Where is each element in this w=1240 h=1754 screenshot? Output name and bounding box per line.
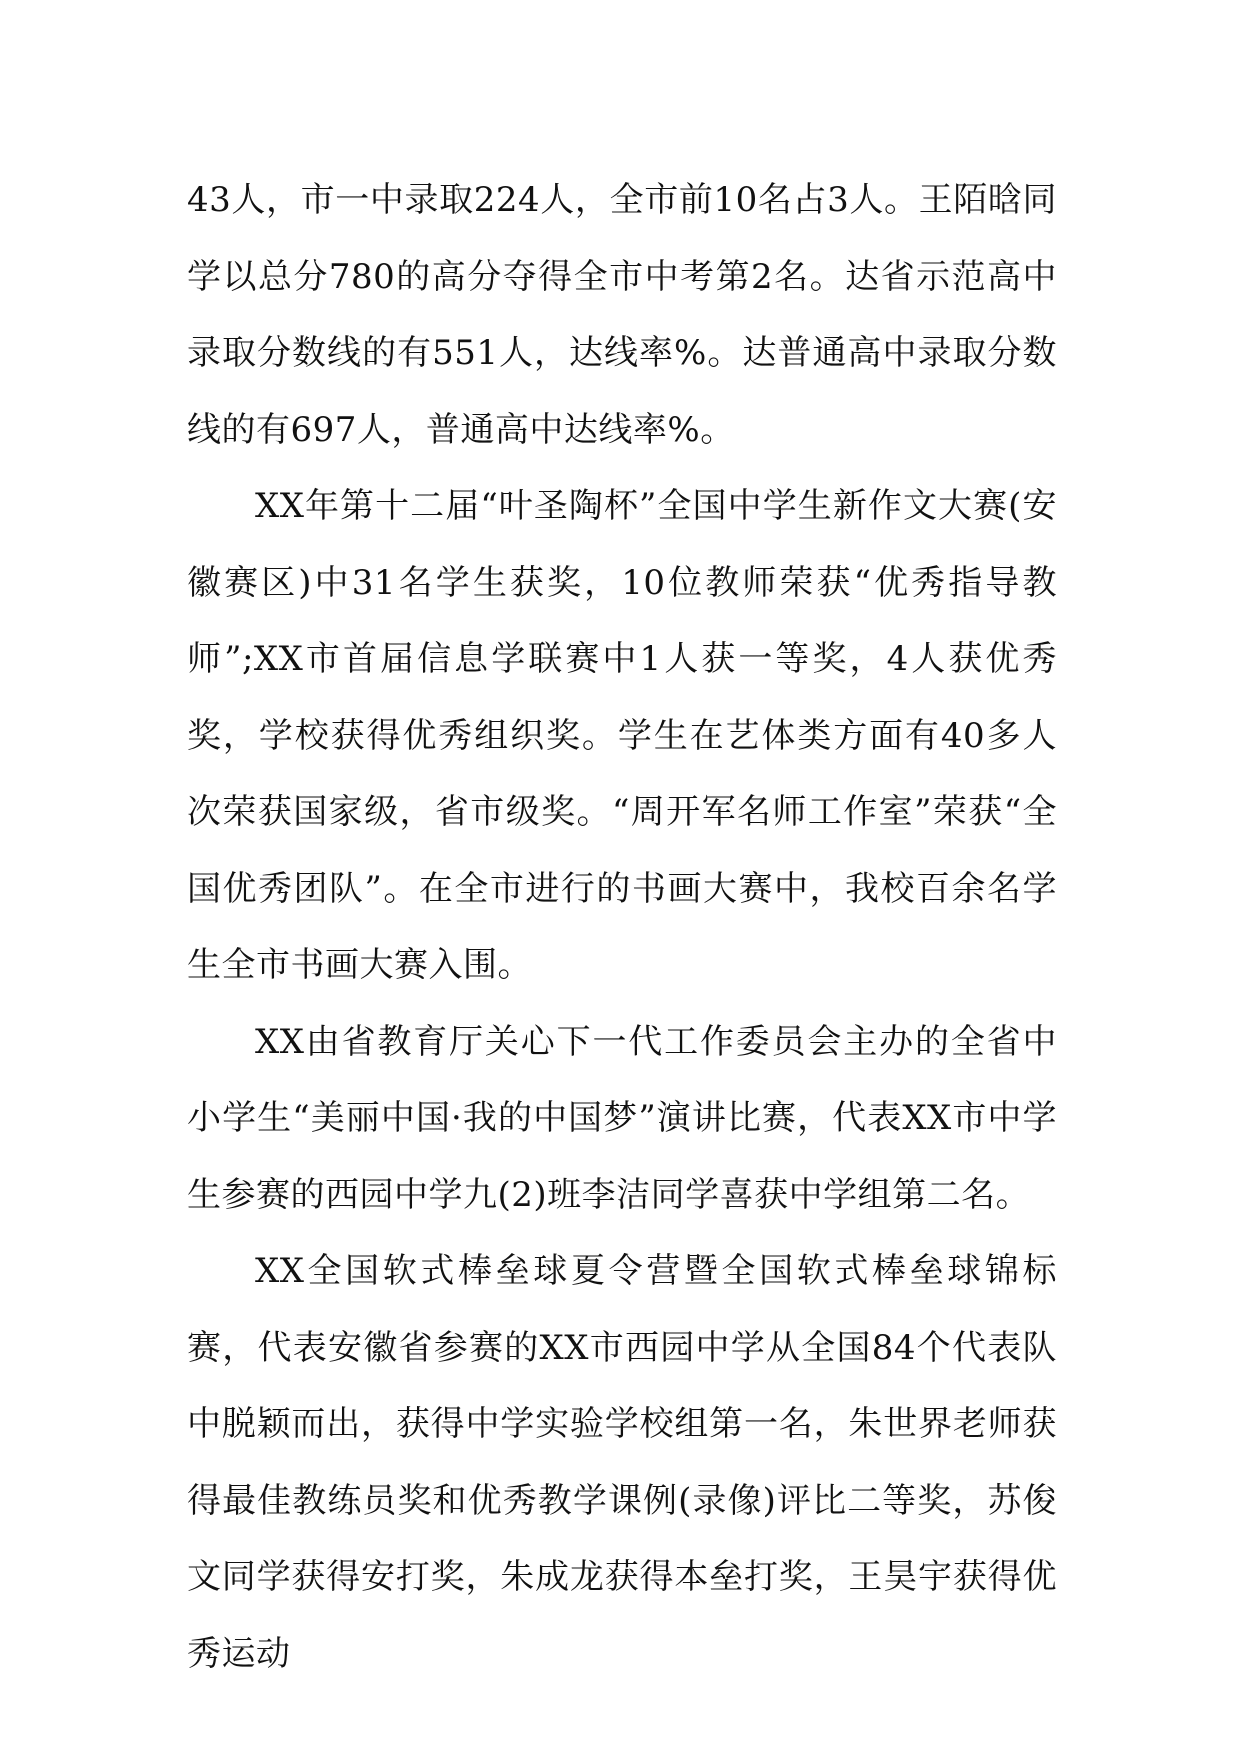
paragraph-softball-championship: XX全国软式棒垒球夏令营暨全国软式棒垒球锦标赛，代表安徽省参赛的XX市西园中学从全国84个代表队中脱颖而出，获得中学实验学校组第一名，朱世界老师获得最佳教练员奖和优秀教学课例(录像)评比二等奖，苏俊文同学获得安打奖，朱成龙获得本垒打奖，王昊宇获得优秀运动	[187, 1251, 1057, 1674]
paragraph-speech-contest: XX由省教育厅关心下一代工作委员会主办的全省中小学生“美丽中国·我的中国梦”演讲比赛，代表XX市中学生参赛的西园中学九(2)班李洁同学喜获中学组第二名。	[187, 1021, 1057, 1215]
document-body	[187, 162, 1057, 1692]
paragraph-enrollment-results: 43人，市一中录取224人，全市前10名占3人。王陌晗同学以总分780的高分夺得全市中考第2名。达省示范高中录取分数线的有551人，达线率%。达普通高中录取分数线的有697人，普通高中达线率%。	[187, 180, 1057, 450]
paragraph-writing-contest: XX年第十二届“叶圣陶杯”全国中学生新作文大赛(安徽赛区)中31名学生获奖，10位教师荣获“优秀指导教师”;XX市首届信息学联赛中1人获一等奖，4人获优秀奖，学校获得优秀组织奖。学生在艺体类方面有40多人次荣获国家级，省市级奖。“周开军名师工作室”荣获“全国优秀团队”。在全市进行的书画大赛中，我校百余名学生全市书画大赛入围。	[187, 486, 1057, 985]
